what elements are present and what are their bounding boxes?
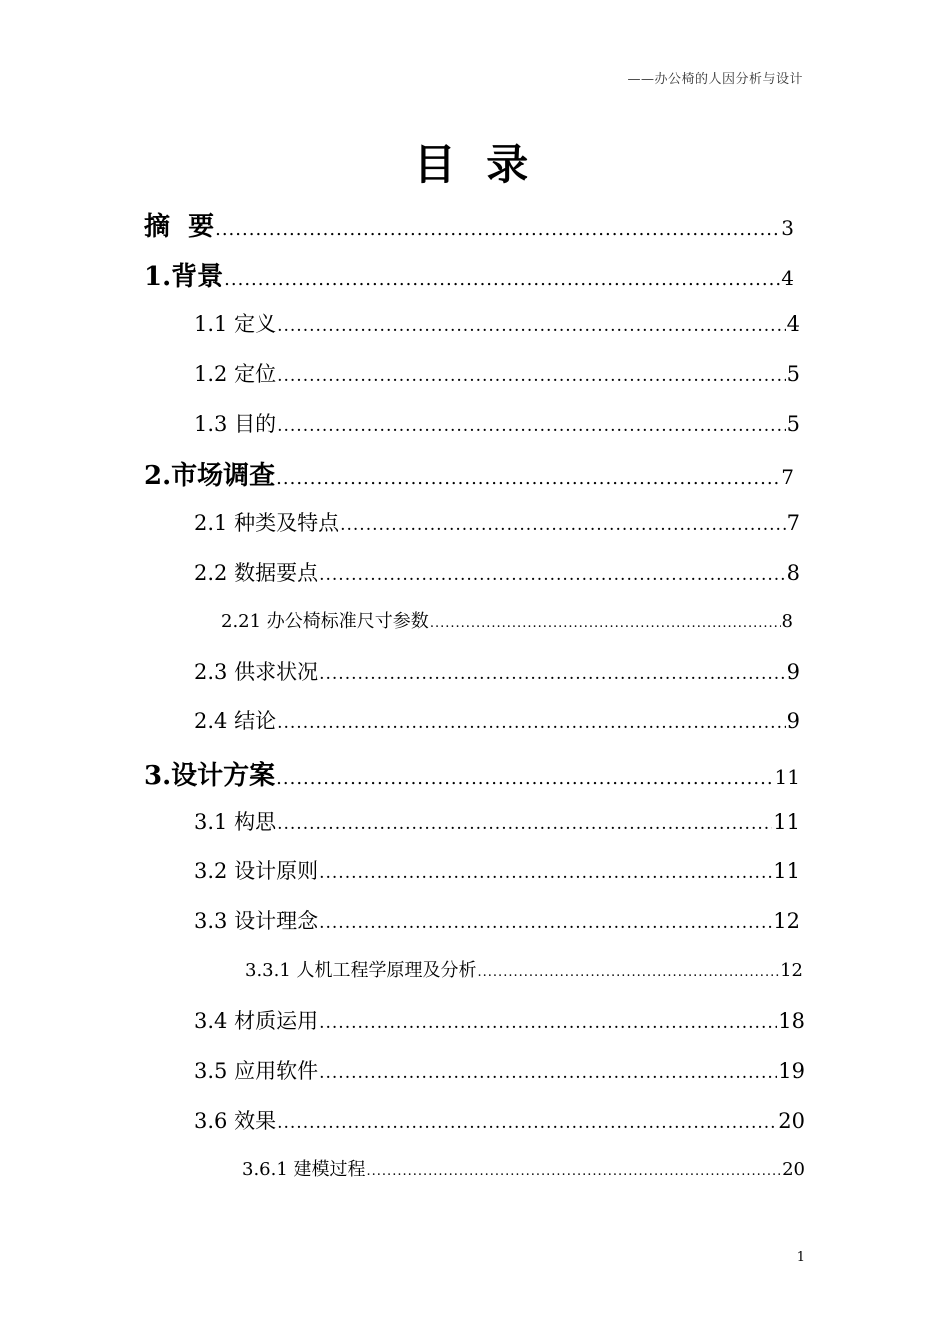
toc-entry-1-3[interactable] (194, 408, 800, 438)
toc-label: 2.3 供求状况 (194, 660, 319, 684)
toc-entry-3-2[interactable] (194, 855, 800, 885)
toc-entry-abstract[interactable] (144, 206, 794, 243)
toc-page-number: 12 (773, 909, 800, 933)
toc-label: 1.背景 (144, 262, 224, 292)
toc-page-number: 18 (778, 1009, 805, 1033)
toc-leader (224, 269, 780, 290)
toc-entry-2-3[interactable] (194, 656, 800, 686)
toc-page-number: 19 (778, 1059, 805, 1083)
toc-page-number: 9 (786, 660, 800, 684)
toc-page-number: 20 (782, 1159, 805, 1180)
toc-page-number: 11 (773, 859, 800, 883)
toc-entry-3-6-1[interactable] (242, 1155, 805, 1181)
toc-label: 3.6.1 建模过程 (242, 1159, 366, 1180)
toc-page-number: 20 (778, 1109, 805, 1133)
toc-leader (277, 366, 786, 386)
toc-leader (430, 616, 781, 631)
toc-label: 1.1 定义 (194, 312, 277, 336)
toc-entry-2-2-1[interactable] (221, 607, 793, 633)
toc-leader (276, 768, 773, 789)
toc-leader (277, 814, 772, 834)
toc-page-number: 4 (786, 312, 800, 336)
toc-entry-1-2[interactable] (194, 358, 800, 388)
toc-page-number: 11 (774, 765, 800, 789)
toc-label: 1.2 定位 (194, 362, 277, 386)
toc-page-number: 9 (786, 709, 800, 733)
toc-page-number: 3 (781, 216, 794, 240)
toc-entry-2[interactable] (144, 455, 794, 492)
toc-entry-2-2[interactable] (194, 557, 800, 587)
toc-page-number: 7 (781, 465, 794, 489)
page-title: 目 录 (413, 140, 537, 189)
page-number: 1 (796, 1250, 805, 1265)
toc-leader (276, 468, 780, 489)
toc-label: 2.21 办公椅标准尺寸参数 (221, 611, 429, 632)
toc-leader (319, 1063, 777, 1083)
toc-page-number: 12 (780, 960, 803, 981)
toc-label: 2.4 结论 (194, 709, 277, 733)
toc-page-number: 8 (786, 561, 800, 585)
toc-page-number: 7 (786, 511, 800, 535)
toc-leader (319, 565, 786, 585)
toc-label: 3.6 效果 (194, 1109, 277, 1133)
toc-leader (319, 1013, 777, 1033)
toc-leader (367, 1164, 782, 1179)
toc-leader (340, 515, 786, 535)
toc-entry-3-1[interactable] (194, 806, 800, 836)
toc-leader (277, 316, 786, 336)
toc-label: 2.市场调查 (144, 461, 276, 491)
toc-leader (319, 913, 772, 933)
toc-entry-3-4[interactable] (194, 1005, 805, 1035)
toc-label: 3.设计方案 (144, 761, 276, 791)
toc-label: 1.3 目的 (194, 412, 277, 436)
toc-page-number: 4 (781, 266, 794, 290)
toc-page-number: 5 (786, 362, 800, 386)
toc-label: 3.3 设计理念 (194, 909, 319, 933)
toc-label: 2.1 种类及特点 (194, 511, 340, 535)
toc-label: 3.2 设计原则 (194, 859, 319, 883)
toc-label: 3.4 材质运用 (194, 1009, 319, 1033)
toc-page-number: 5 (786, 412, 800, 436)
toc-entry-3-6[interactable] (194, 1105, 805, 1135)
toc-label: 3.5 应用软件 (194, 1059, 319, 1083)
toc-leader (277, 713, 786, 733)
running-header: ——办公椅的人因分析与设计 (627, 72, 803, 87)
toc-entry-3[interactable] (144, 755, 800, 792)
toc-page-number: 11 (773, 810, 800, 834)
toc-entry-1-1[interactable] (194, 308, 800, 338)
toc-label: 3.3.1 人机工程学原理及分析 (245, 960, 477, 981)
toc-label: 2.2 数据要点 (194, 561, 319, 585)
toc-leader (319, 664, 786, 684)
toc-entry-2-1[interactable] (194, 507, 800, 537)
toc-entry-3-3-1[interactable] (245, 956, 803, 982)
toc-leader (277, 1113, 777, 1133)
toc-entry-2-4[interactable] (194, 705, 800, 735)
toc-entry-3-5[interactable] (194, 1055, 805, 1085)
toc-label: 3.1 构思 (194, 810, 277, 834)
toc-entry-1[interactable] (144, 256, 794, 293)
toc-leader (319, 863, 772, 883)
toc-leader (215, 219, 780, 240)
toc-label: 摘 要 (144, 212, 215, 242)
toc-leader (478, 965, 780, 980)
toc-leader (277, 416, 786, 436)
toc-entry-3-3[interactable] (194, 905, 800, 935)
toc-page-number: 8 (781, 611, 793, 632)
